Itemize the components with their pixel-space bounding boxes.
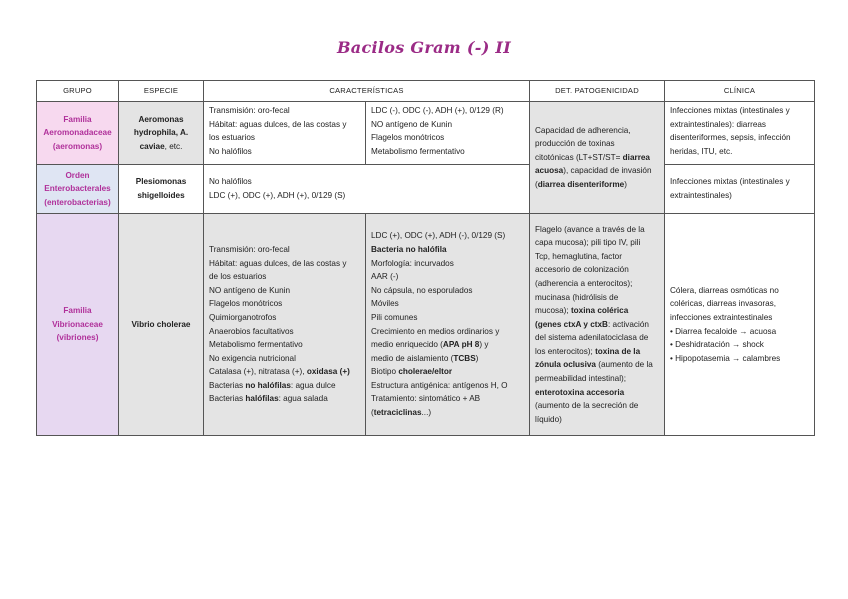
grupo-line: (aeromonas)	[52, 141, 103, 151]
header-clinica: CLÍNICA	[665, 81, 815, 102]
text-line: Metabolismo fermentativo	[371, 146, 465, 156]
text-line: NO antígeno de Kunin	[371, 119, 453, 129]
caracteristicas-b-cell	[366, 214, 530, 436]
clinica-cell	[665, 165, 815, 214]
header-row	[37, 81, 815, 102]
clinica-cell	[665, 214, 815, 436]
text-line: No halófilos	[209, 177, 252, 187]
text-line: Hábitat: aguas dulces, de las costas y	[209, 119, 347, 129]
caracteristicas-cell	[204, 165, 530, 214]
text-line: (genes ctxA y ctxB: activación	[535, 319, 649, 329]
text-line: AAR (-)	[371, 272, 399, 282]
text-line: Infecciones mixtas (intestinales y	[670, 177, 790, 187]
text-line: del sistema adenilatociclasa de	[535, 333, 649, 343]
text-line: mucosa); toxina colérica	[535, 306, 629, 316]
text-line: enterotoxina accesoria	[535, 387, 625, 397]
patogenicidad-cell	[530, 214, 665, 436]
text-line: medio enriquecido (APA pH 8) y	[371, 340, 489, 350]
text-line: Infecciones mixtas (intestinales y	[670, 106, 790, 115]
grupo-line: Familia	[63, 306, 92, 316]
text-line: No exigencia nutricional	[209, 353, 296, 363]
text-line: Transmisión: oro-fecal	[209, 106, 290, 115]
especie-line: shigelloides	[137, 191, 185, 200]
especie-cell	[119, 165, 204, 214]
text-line: Móviles	[371, 299, 399, 309]
especie-line: caviae, etc.	[139, 141, 183, 151]
text-line: LDC (+), ODC (+), ADH (-), 0/129 (S)	[371, 231, 506, 241]
grupo-cell	[37, 214, 119, 436]
text-line: de los estuarios	[209, 272, 267, 282]
text-line: acuosa), capacidad de invasión	[535, 166, 652, 176]
text-line: Estructura antigénica: antígenos H, O	[371, 380, 508, 390]
text-line: extraintestinales): diarreas	[670, 119, 767, 129]
header-grupo: GRUPO	[37, 81, 119, 102]
text-line: capa mucosa); pili tipo IV, pili	[535, 238, 641, 248]
header-patogenicidad: DET. PATOGENICIDAD	[530, 81, 665, 102]
header-caracteristicas: CARACTERÍSTICAS	[204, 81, 530, 102]
especie-line: Aeromonas	[138, 114, 184, 124]
especie-line: hydrophila, A.	[133, 128, 189, 138]
text-line: Bacterias halófilas: agua salada	[209, 394, 328, 404]
table-row-vibriones	[37, 214, 815, 436]
especie-cell	[119, 214, 204, 436]
grupo-cell	[37, 165, 119, 214]
text-line: zónula oclusiva (aumento de la	[535, 360, 653, 370]
text-line: • Hipopotasemia → calambres	[670, 353, 781, 363]
text-line: (adherencia a enterocitos);	[535, 278, 633, 288]
text-line: Morfología: incurvados	[371, 258, 454, 268]
text-line: heridas, ITU, etc.	[670, 146, 733, 156]
text-line: Flagelo (avance a través de la	[535, 224, 645, 234]
grupo-line: Vibrionaceae	[52, 319, 103, 329]
text-line: mucinasa (hidrólisis de	[535, 292, 619, 302]
text-line: Bacteria no halófila	[371, 244, 447, 254]
patogenicidad-cell	[530, 102, 665, 214]
grupo-line: Familia	[63, 114, 92, 124]
grupo-line: Orden	[65, 170, 90, 180]
text-line: Quimiorganotrofos	[209, 312, 277, 322]
text-line: Catalasa (+), nitratasa (+), oxidasa (+)	[209, 367, 350, 377]
bacteria-table	[36, 80, 815, 436]
text-line: Anaerobios facultativos	[209, 326, 294, 336]
especie-line: Vibrio cholerae	[131, 319, 191, 329]
grupo-line: (vibriones)	[56, 333, 99, 343]
table-row-enterobacterias	[37, 165, 815, 214]
text-line: coléricas, diarreas invasoras,	[670, 299, 777, 309]
text-line: LDC (+), ODC (+), ADH (+), 0/129 (S)	[209, 191, 346, 200]
text-line: Cólera, diarreas osmóticas no	[670, 285, 779, 295]
especie-line: Plesiomonas	[135, 177, 187, 187]
text-line: Capacidad de adherencia,	[535, 125, 631, 135]
text-line: NO antígeno de Kunin	[209, 285, 291, 295]
text-line: Pili comunes	[371, 312, 418, 322]
text-line: producción de toxinas	[535, 139, 615, 149]
text-line: (tetraciclinas...)	[371, 408, 432, 418]
caracteristicas-a-cell	[204, 214, 366, 436]
text-line: los enterocitos); toxina de la	[535, 346, 641, 356]
grupo-line: (enterobacterias)	[44, 197, 111, 207]
text-line: permeabilidad intestinal);	[535, 374, 627, 384]
text-line: extraintestinales)	[670, 191, 732, 200]
text-line: Tcp, hemaglutina, factor	[535, 251, 622, 261]
text-line: Hábitat: aguas dulces, de las costas y	[209, 258, 347, 268]
text-line: No halófilos	[209, 146, 252, 156]
text-line: Tratamiento: sintomático + AB	[371, 394, 481, 404]
text-line: (diarrea disenteriforme)	[535, 179, 627, 189]
caracteristicas-b-cell	[366, 102, 530, 165]
text-line: Flagelos monótricos	[371, 133, 445, 143]
text-line: medio de aislamiento (TCBS)	[371, 353, 479, 363]
grupo-line: Aeromonadaceae	[43, 128, 112, 138]
text-line: los estuarios	[209, 133, 255, 143]
text-line: No cápsula, no esporulados	[371, 285, 473, 295]
text-line: Transmisión: oro-fecal	[209, 244, 290, 254]
text-line: • Deshidratación → shock	[670, 340, 764, 350]
text-line: (aumento de la secreción de	[535, 401, 639, 411]
header-especie: ESPECIE	[119, 81, 204, 102]
caracteristicas-a-cell	[204, 102, 366, 165]
page-title: Bacilos Gram (-) II	[336, 38, 512, 57]
especie-cell	[119, 102, 204, 165]
text-line: disenteriformes, sepsis, infección	[670, 133, 791, 143]
text-line: citotónicas (LT+ST/ST= diarrea	[535, 152, 650, 162]
text-line: accesorio de colonización	[535, 265, 629, 275]
table-row-aeromonas	[37, 102, 815, 165]
clinica-cell	[665, 102, 815, 165]
text-line: líquido)	[535, 414, 562, 424]
text-line: • Diarrea fecaloide → acuosa	[670, 326, 777, 336]
text-line: infecciones extraintestinales	[670, 312, 773, 322]
text-line: Crecimiento en medios ordinarios y	[371, 326, 500, 336]
grupo-line: Enterobacterales	[44, 184, 111, 194]
text-line: Biotipo cholerae/eltor	[371, 367, 453, 377]
text-line: Flagelos monótricos	[209, 299, 283, 309]
text-line: Metabolismo fermentativo	[209, 340, 303, 350]
text-line: Bacterias no halófilas: agua dulce	[209, 380, 336, 390]
grupo-cell	[37, 102, 119, 165]
text-line: LDC (-), ODC (-), ADH (+), 0/129 (R)	[371, 106, 504, 115]
